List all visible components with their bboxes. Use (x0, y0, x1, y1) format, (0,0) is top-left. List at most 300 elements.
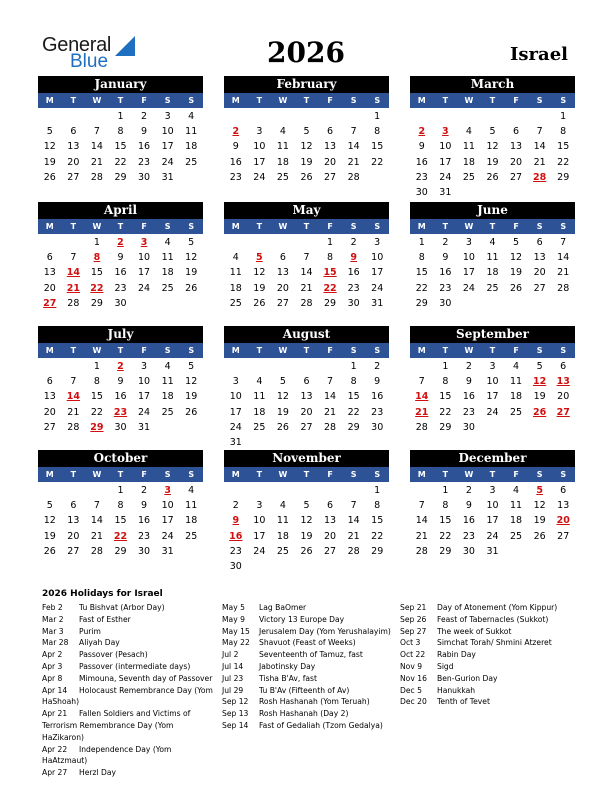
holiday-day: 8 (93, 252, 101, 264)
day: 24 (161, 530, 174, 542)
empty-cell (318, 359, 342, 374)
day: 16 (415, 156, 428, 168)
day: 16 (462, 515, 475, 527)
day: 13 (43, 391, 56, 403)
day-grid (38, 482, 203, 559)
day: 2 (465, 361, 472, 372)
holiday-date: May 22 (222, 638, 250, 648)
weekday-label: S (374, 222, 381, 231)
weekday-label: S (536, 346, 543, 355)
day: 3 (374, 237, 381, 248)
day: 23 (415, 171, 428, 183)
day: 26 (276, 421, 289, 433)
day: 10 (229, 391, 242, 403)
day: 16 (114, 267, 127, 279)
holiday-day: 5 (256, 252, 263, 264)
day: 14 (415, 515, 428, 527)
page-title-year: 2026 (267, 36, 345, 69)
weekday-label: F (327, 470, 333, 479)
empty-cell (295, 109, 319, 124)
holiday-date: Jul 29 (222, 685, 244, 695)
holiday-day: 16 (229, 530, 243, 542)
day: 23 (138, 530, 151, 542)
day: 10 (138, 376, 151, 388)
empty-cell (410, 359, 434, 374)
day: 30 (415, 186, 428, 198)
day: 30 (138, 545, 151, 557)
day: 1 (560, 111, 567, 122)
day: 26 (533, 530, 546, 542)
holiday-column (222, 602, 394, 732)
holiday-day: 22 (113, 530, 128, 542)
weekday-label: F (141, 96, 147, 105)
day: 4 (164, 237, 171, 248)
empty-cell (38, 235, 62, 250)
empty-cell (224, 483, 248, 498)
day: 7 (93, 500, 100, 512)
holiday-item (42, 637, 214, 649)
day: 2 (141, 111, 148, 122)
day: 24 (439, 171, 452, 183)
day: 14 (300, 267, 313, 279)
holiday-item (222, 637, 394, 649)
day: 8 (442, 500, 449, 512)
day: 7 (560, 237, 567, 248)
day: 10 (253, 141, 266, 153)
day: 21 (67, 406, 80, 418)
holiday-day: 9 (350, 252, 357, 264)
weekday-label: F (327, 222, 333, 231)
weekday-header (410, 343, 575, 358)
day: 28 (347, 171, 360, 183)
month-november (224, 450, 389, 574)
holiday-date: Apr 3 (42, 661, 63, 671)
day: 31 (229, 436, 242, 448)
empty-cell (295, 359, 319, 374)
day: 25 (486, 282, 499, 294)
day: 28 (300, 297, 313, 309)
weekday-label: T (303, 222, 310, 231)
day: 16 (439, 267, 452, 279)
day: 27 (300, 421, 313, 433)
weekday-header (410, 93, 575, 108)
day: 7 (418, 500, 425, 512)
day: 22 (347, 406, 360, 418)
day: 27 (43, 421, 56, 433)
holiday-column (400, 602, 572, 708)
holiday-date: Sep 14 (222, 720, 249, 730)
day: 17 (486, 515, 499, 527)
holiday-day: 22 (323, 282, 337, 294)
day: 24 (253, 545, 266, 557)
day: 17 (439, 156, 452, 168)
day-grid (38, 234, 203, 311)
day: 29 (114, 171, 127, 183)
day: 29 (439, 545, 452, 557)
weekday-label: M (45, 96, 54, 105)
holiday-date: Sep 12 (222, 697, 249, 707)
day: 26 (43, 545, 56, 557)
day: 27 (510, 171, 523, 183)
holiday-day: 13 (556, 376, 570, 388)
month-name: August (224, 326, 389, 343)
holiday-name: Holocaust Remembrance Day (Yom HaShoah) (42, 685, 213, 707)
day: 16 (114, 391, 127, 403)
weekday-label: T (70, 346, 77, 355)
day: 28 (347, 545, 360, 557)
day: 11 (462, 141, 475, 153)
holiday-item (400, 673, 572, 685)
day: 7 (350, 126, 357, 138)
day: 17 (138, 391, 151, 403)
day: 1 (93, 237, 100, 248)
day: 16 (347, 267, 360, 279)
day: 8 (117, 500, 124, 512)
day: 6 (279, 252, 286, 264)
holiday-day: 26 (533, 406, 547, 418)
day: 31 (138, 421, 151, 433)
weekday-label: S (374, 346, 381, 355)
day: 27 (276, 297, 289, 309)
month-name: April (38, 202, 203, 219)
day: 13 (533, 252, 546, 264)
day: 11 (161, 252, 174, 264)
day: 8 (442, 376, 449, 388)
empty-cell (62, 483, 86, 498)
holiday-date: May 9 (222, 614, 245, 624)
day: 11 (253, 391, 266, 403)
day: 7 (70, 252, 77, 264)
weekday-label: F (141, 470, 147, 479)
month-october (38, 450, 203, 559)
holiday-item (222, 673, 394, 685)
weekday-label: T (442, 346, 449, 355)
holiday-date: Jul 2 (222, 650, 239, 660)
holiday-date: May 5 (222, 603, 245, 612)
weekday-label: F (513, 222, 519, 231)
day: 5 (188, 361, 195, 372)
day: 14 (90, 515, 103, 527)
holiday-date: Sep 26 (400, 614, 427, 624)
weekday-label: T (489, 346, 496, 355)
day: 1 (442, 361, 449, 372)
weekday-header (410, 467, 575, 482)
day: 19 (276, 406, 289, 418)
weekday-label: F (513, 96, 519, 105)
day: 5 (303, 500, 310, 512)
day: 29 (439, 421, 452, 433)
day: 4 (465, 126, 472, 138)
day: 28 (324, 421, 337, 433)
day: 3 (256, 126, 263, 138)
holiday-date: Oct 3 (400, 638, 421, 648)
day: 16 (138, 141, 151, 153)
day: 25 (161, 406, 174, 418)
day: 24 (138, 282, 151, 294)
weekday-label: F (327, 96, 333, 105)
day: 22 (371, 530, 384, 542)
weekday-label: F (513, 346, 519, 355)
day: 22 (90, 406, 103, 418)
holiday-date: Apr 2 (42, 650, 63, 660)
weekday-label: W (464, 222, 474, 231)
day-grid (38, 358, 203, 435)
day: 10 (486, 500, 499, 512)
empty-cell (85, 109, 109, 124)
day: 8 (374, 500, 381, 512)
day: 1 (350, 361, 357, 372)
weekday-header (224, 93, 389, 108)
day: 25 (229, 297, 242, 309)
day: 24 (486, 530, 499, 542)
day: 8 (350, 376, 357, 388)
holiday-item (222, 696, 394, 708)
day: 17 (229, 406, 242, 418)
empty-cell (528, 109, 552, 124)
day: 13 (510, 141, 523, 153)
holiday-day: 14 (66, 267, 80, 279)
weekday-label: S (350, 346, 357, 355)
weekday-label: S (536, 96, 543, 105)
day: 28 (90, 171, 103, 183)
day: 19 (300, 156, 313, 168)
day: 18 (510, 391, 523, 403)
empty-cell (248, 359, 272, 374)
country-name: Israel (510, 44, 568, 65)
day: 8 (93, 376, 100, 388)
day: 12 (510, 252, 523, 264)
day: 15 (90, 391, 103, 403)
weekday-label: M (231, 346, 240, 355)
day-grid (410, 108, 575, 200)
day: 3 (489, 485, 496, 496)
day: 12 (300, 515, 313, 527)
day: 30 (371, 421, 384, 433)
holiday-date: Nov 16 (400, 673, 427, 683)
day: 7 (350, 500, 357, 512)
holiday-name: Tu B'Av (Fifteenth of Av) (259, 685, 350, 695)
day: 22 (371, 156, 384, 168)
empty-cell (295, 235, 319, 250)
holiday-item (42, 767, 214, 779)
day: 25 (253, 421, 266, 433)
holiday-day: 27 (43, 297, 57, 309)
day: 26 (510, 282, 523, 294)
day: 20 (557, 391, 570, 403)
day: 15 (557, 141, 570, 153)
day: 21 (415, 530, 428, 542)
weekday-label: S (164, 222, 171, 231)
day: 8 (327, 252, 334, 264)
day: 23 (229, 171, 242, 183)
day: 14 (347, 141, 360, 153)
holiday-day: 9 (232, 515, 240, 527)
day: 20 (533, 267, 546, 279)
day: 18 (161, 267, 174, 279)
holiday-name: Fallen Soldiers and Victims of Terrorism Remembrance Day (Yom HaZikaron) (42, 709, 191, 742)
day: 9 (374, 376, 381, 388)
holiday-item (400, 637, 572, 649)
day: 29 (90, 297, 103, 309)
month-name: May (224, 202, 389, 219)
day: 20 (43, 282, 56, 294)
day: 16 (371, 391, 384, 403)
month-january (38, 76, 203, 185)
day: 12 (533, 500, 546, 512)
weekday-label: W (278, 346, 288, 355)
holiday-name: Fast of Esther (79, 614, 131, 624)
day: 17 (253, 156, 266, 168)
day: 11 (510, 376, 523, 388)
holiday-day: 15 (323, 267, 337, 279)
day: 25 (276, 171, 289, 183)
weekday-label: W (464, 96, 474, 105)
empty-cell (248, 109, 272, 124)
holiday-date: Sep 13 (222, 709, 249, 719)
day: 5 (279, 376, 286, 388)
weekday-label: S (164, 96, 171, 105)
day: 17 (253, 530, 266, 542)
month-name: October (38, 450, 203, 467)
weekday-label: T (442, 222, 449, 231)
day: 26 (253, 297, 266, 309)
weekday-label: T (489, 470, 496, 479)
weekday-header (224, 343, 389, 358)
month-july (38, 326, 203, 435)
month-march (410, 76, 575, 200)
holiday-item (400, 685, 572, 697)
empty-cell (85, 483, 109, 498)
weekday-label: W (278, 222, 288, 231)
day: 29 (557, 171, 570, 183)
month-name: November (224, 450, 389, 467)
holiday-day: 12 (533, 376, 547, 388)
day: 8 (560, 126, 567, 138)
weekday-label: T (70, 96, 77, 105)
holiday-date: Apr 22 (42, 744, 68, 754)
empty-cell (62, 235, 86, 250)
day: 20 (67, 530, 80, 542)
holiday-name: Jerusalem Day (Yom Yerushalayim) (259, 626, 391, 636)
day: 14 (90, 141, 103, 153)
month-name: June (410, 202, 575, 219)
day: 4 (513, 485, 520, 496)
weekday-label: S (350, 96, 357, 105)
month-august (224, 326, 389, 450)
day: 17 (486, 391, 499, 403)
day: 15 (439, 515, 452, 527)
day: 5 (188, 237, 195, 248)
holiday-name: Fast of Gedaliah (Tzom Gedalya) (259, 720, 383, 730)
day: 20 (67, 156, 80, 168)
day-grid (224, 358, 389, 450)
day: 13 (557, 500, 570, 512)
day: 18 (161, 391, 174, 403)
day: 21 (300, 282, 313, 294)
day: 31 (371, 297, 384, 309)
day: 9 (442, 252, 449, 264)
day: 13 (67, 141, 80, 153)
day: 27 (533, 282, 546, 294)
holiday-name: Tenth of Tevet (437, 697, 490, 707)
empty-cell (271, 359, 295, 374)
weekday-label: T (442, 96, 449, 105)
day: 19 (300, 530, 313, 542)
day: 30 (462, 545, 475, 557)
day: 12 (43, 141, 56, 153)
day: 27 (324, 171, 337, 183)
month-december (410, 450, 575, 559)
brand-blue-text: Blue (70, 51, 109, 72)
weekday-label: S (164, 346, 171, 355)
day: 27 (67, 171, 80, 183)
weekday-label: S (350, 470, 357, 479)
day: 19 (533, 515, 546, 527)
weekday-label: W (464, 346, 474, 355)
day: 5 (513, 237, 520, 248)
holiday-name: Herzl Day (79, 768, 117, 778)
holiday-name: Jabotinsky Day (259, 661, 316, 671)
day: 28 (90, 545, 103, 557)
day: 15 (371, 515, 384, 527)
day: 25 (462, 171, 475, 183)
holiday-day: 22 (90, 282, 104, 294)
day: 8 (374, 126, 381, 138)
day: 16 (138, 515, 151, 527)
day: 22 (439, 530, 452, 542)
day: 26 (43, 171, 56, 183)
day: 6 (303, 376, 310, 388)
day: 13 (43, 267, 56, 279)
day: 28 (67, 297, 80, 309)
holiday-date: Mar 2 (42, 614, 64, 624)
empty-cell (271, 109, 295, 124)
day: 4 (256, 376, 263, 388)
day: 2 (465, 485, 472, 496)
day: 25 (185, 156, 198, 168)
weekday-header (38, 219, 203, 234)
day-grid (410, 358, 575, 435)
day: 14 (324, 391, 337, 403)
day: 24 (486, 406, 499, 418)
day: 10 (138, 252, 151, 264)
day: 6 (560, 361, 567, 372)
holiday-name: Shavuot (Feast of Weeks) (259, 638, 356, 648)
day: 3 (141, 361, 148, 372)
day: 21 (533, 156, 546, 168)
weekday-label: W (92, 470, 102, 479)
holiday-date: Apr 14 (42, 685, 68, 695)
holiday-name: Tisha B'Av, fast (259, 673, 317, 683)
day: 6 (560, 485, 567, 496)
holiday-date: Apr 27 (42, 768, 68, 778)
weekday-label: S (560, 346, 567, 355)
holiday-item (42, 602, 214, 614)
month-may (224, 202, 389, 311)
day: 5 (489, 126, 496, 138)
day: 9 (141, 126, 148, 138)
day: 17 (371, 267, 384, 279)
weekday-label: M (231, 96, 240, 105)
holiday-name: Passover (intermediate days) (79, 661, 191, 671)
day: 4 (164, 361, 171, 372)
holiday-date: Jul 14 (222, 661, 244, 671)
day: 7 (536, 126, 543, 138)
holiday-day: 14 (415, 391, 429, 403)
holiday-name: Rabin Day (437, 650, 476, 660)
holiday-day: 3 (164, 485, 171, 496)
day: 12 (43, 515, 56, 527)
